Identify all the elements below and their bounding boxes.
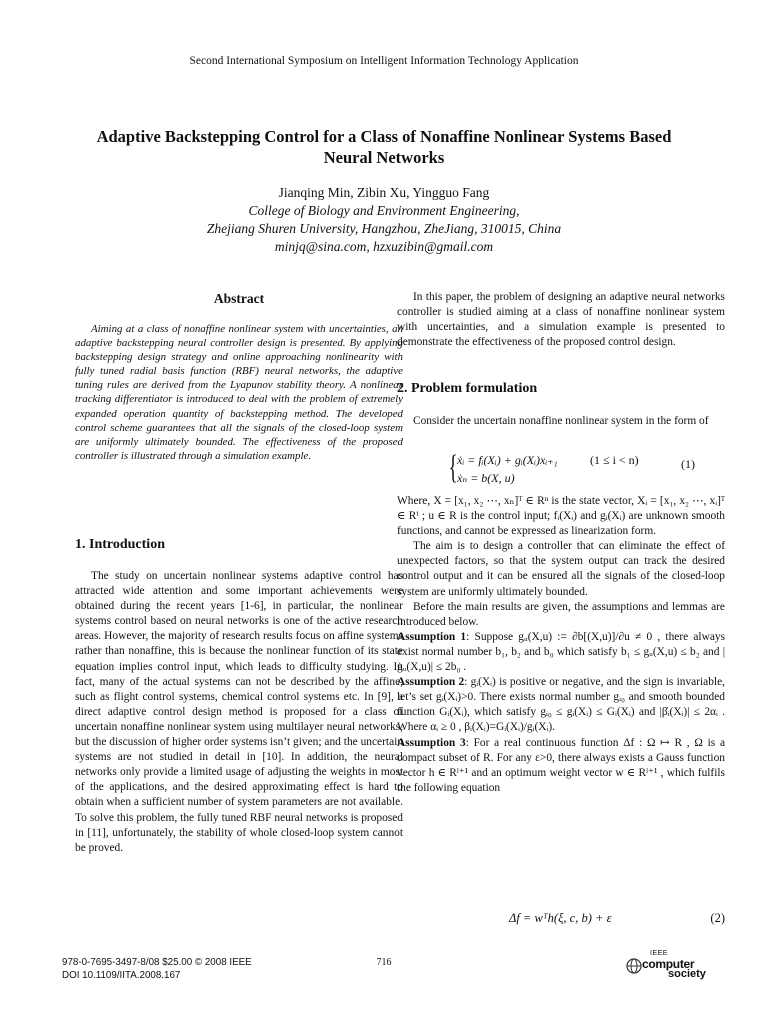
equation-2-number: (2) [710, 911, 725, 925]
equation-2 [397, 911, 725, 929]
affiliation-line-1: College of Biology and Environment Engineering, [248, 203, 520, 218]
problem-intro [397, 414, 725, 429]
equation-1-condition: (1 ≤ i < n) [590, 453, 639, 467]
problem-formulation-heading: 2. Problem formulation [397, 381, 538, 396]
author-names: Jianqing Min, Zibin Xu, Yingguo Fang [278, 185, 490, 200]
equation-1-line-2: ẋₙ = b(X, u) [457, 471, 515, 485]
footer-doi: DOI 10.1109/IITA.2008.167 [62, 970, 181, 981]
assumption-2-text: : gᵢ(Xᵢ) is positive or negative, and the sign is invariable, let’s set gᵢ(Xᵢ)>0. There exists normal number gᵢ₀ and smooth bounded function Gᵢ(Xᵢ), which satisfy gᵢ₀ ≤ gᵢ(Xᵢ) ≤ Gᵢ(Xᵢ) and |β̇ᵢ(Xᵢ)| ≤ 2αᵢ . Where αᵢ ≥ 0 , βᵢ(Xᵢ)=Gᵢ(Xᵢ)/gᵢ(Xᵢ). [397, 676, 726, 734]
abstract-text: Aiming at a class of nonaffine nonlinear system with uncertainties, an adaptive backstepping neural controller design is presented. By applying backstepping design strategy and online approaching nonlinearity with fully tuned radial basis function (RBF) neural networks, the adaptive tuning rules are derived from the Lyapunov stability theory. A nonlinear tracking differentiator is introduced to deal with the problem of extremely expanded operation quantity of backstepping method. The developed control scheme guarantees that all the signals of the closed-loop system are uniformly ultimately bounded. The effectiveness of the proposed controller is illustrated through a simulation example. [75, 323, 403, 462]
equation-1-line-1: ẋᵢ = fᵢ(Xᵢ) + gᵢ(Xᵢ)xᵢ₊₁ [457, 453, 558, 467]
before-paragraph: Before the main results are given, the assumptions and lemmas are introduced below. [397, 600, 725, 628]
abstract-heading: Abstract [213, 291, 265, 306]
equation-brace: { [448, 449, 458, 486]
introduction-text: The study on uncertain nonlinear systems adaptive control has attracted wide attention and some important achievements were obtained during the recent years [1-6], in particular, the nonlinear systems control based on neural networks is one of the active research areas. However, the majority of research results focus on affine systems rather than nonaffine, this is because the nonlinear function of its state equation implies control input, which leads to difficulty studying. In fact, many of the actual systems can not be described by the affine, such as flight control systems, chemical control systems etc. In [9], a direct adaptive control design method is proposed for a class of uncertain nonaffine nonlinear system using multilayer neural networks, but the discussion of higher order systems isn’t given; and the uncertain systems are not studied in detail in [10]. In addition, the neural networks only provide a limited usage of adjusting the weights in most of the applications, and the desired approximating effect is hard to obtain when a sufficient number of system parameters are not available. To solve this problem, the fully tuned RBF neural networks is proposed in [11], unfortunately, the stability of whole closed-loop system cannot be proved. [75, 570, 403, 854]
assumption-3-text: : For a real continuous function Δf : Ω ↦ R , Ω is a compact subset of R. For any ε>0, there always exists a Gauss function vector h ∈ Rˡ⁺¹ and an optimum weight vector w ∈ Rˡ⁺¹ , which fulfils the following equation [397, 736, 725, 794]
introduction-body [75, 569, 403, 856]
assumption-3-label: Assumption 3 [397, 736, 466, 749]
where-paragraph: Where, X = [x₁, x₂ ⋯, xₙ]ᵀ ∈ Rⁿ is the state vector, Xᵢ = [x₁, x₂ ⋯, xᵢ]ᵀ ∈ Rⁱ ; u ∈ R is the control input; fᵢ(Xᵢ) and gᵢ(Xᵢ) are unknown smooth functions, and cannot be expressed as linearization form. [397, 495, 725, 538]
introduction-heading: 1. Introduction [75, 537, 165, 552]
problem-intro-text: Consider the uncertain nonaffine nonlinear system in the form of [413, 415, 709, 427]
affiliation-line-2: Zhejiang Shuren University, Hangzhou, ZheJiang, 310015, China [206, 221, 562, 236]
assumption-3 [397, 736, 725, 796]
footer-isbn: 978-0-7695-3497-8/08 $25.00 © 2008 IEEE [62, 957, 252, 968]
intro-continuation-text: In this paper, the problem of designing an adaptive neural networks controller is studied aiming at a class of nonaffine nonlinear system with uncertainties, and a simulation example is presented to demonstrate the effectiveness of the proposed control design. [397, 291, 725, 349]
author-emails: minjq@sina.com, hzxuzibin@gmail.com [274, 239, 494, 254]
aim-paragraph: The aim is to design a controller that can eliminate the effect of unexpected factors, so that the system output can track the desired control output and it can be ensured all the signals of the closed-loop system are uniformly ultimately bounded. [397, 540, 725, 598]
page-number: 716 [376, 957, 392, 968]
assumption-2 [397, 675, 725, 735]
globe-icon [626, 958, 642, 974]
assumption-2-label: Assumption 2 [397, 676, 465, 689]
equation-2-expression: Δf = wᵀh(ξ, c, b) + ε [509, 911, 612, 925]
problem-body [397, 494, 725, 796]
equation-1 [445, 449, 695, 489]
footer-publication-info [62, 956, 252, 982]
author-block [0, 184, 768, 256]
conference-header: Second International Symposium on Intelligent Information Technology Application [189, 55, 579, 67]
title-line-1: Adaptive Backstepping Control for a Class of Nonaffine Nonlinear Systems Based [96, 127, 672, 146]
title-line-2: Neural Networks [323, 148, 445, 167]
paper-title [60, 126, 708, 168]
assumption-1-text: : Suppose gᵤ(X,u) := ∂b[(X,u)]/∂u ≠ 0 , there always exist normal number b₁, b₂ and b₀ which satisfy b₁ ≤ gᵤ(X,u) ≤ b₂ and |ġᵤ(X,u)| ≤ 2b₀ . [397, 630, 726, 674]
equation-1-number: (1) [681, 457, 695, 471]
assumption-1 [397, 630, 725, 675]
intro-continuation [397, 290, 725, 350]
computer-society-logo [622, 950, 714, 984]
abstract-body [75, 322, 403, 463]
logo-computer-text: computer [642, 957, 695, 971]
logo-society-text: society [668, 968, 706, 980]
assumption-1-label: Assumption 1 [397, 630, 467, 643]
logo-ieee-text: IEEE [650, 950, 668, 957]
